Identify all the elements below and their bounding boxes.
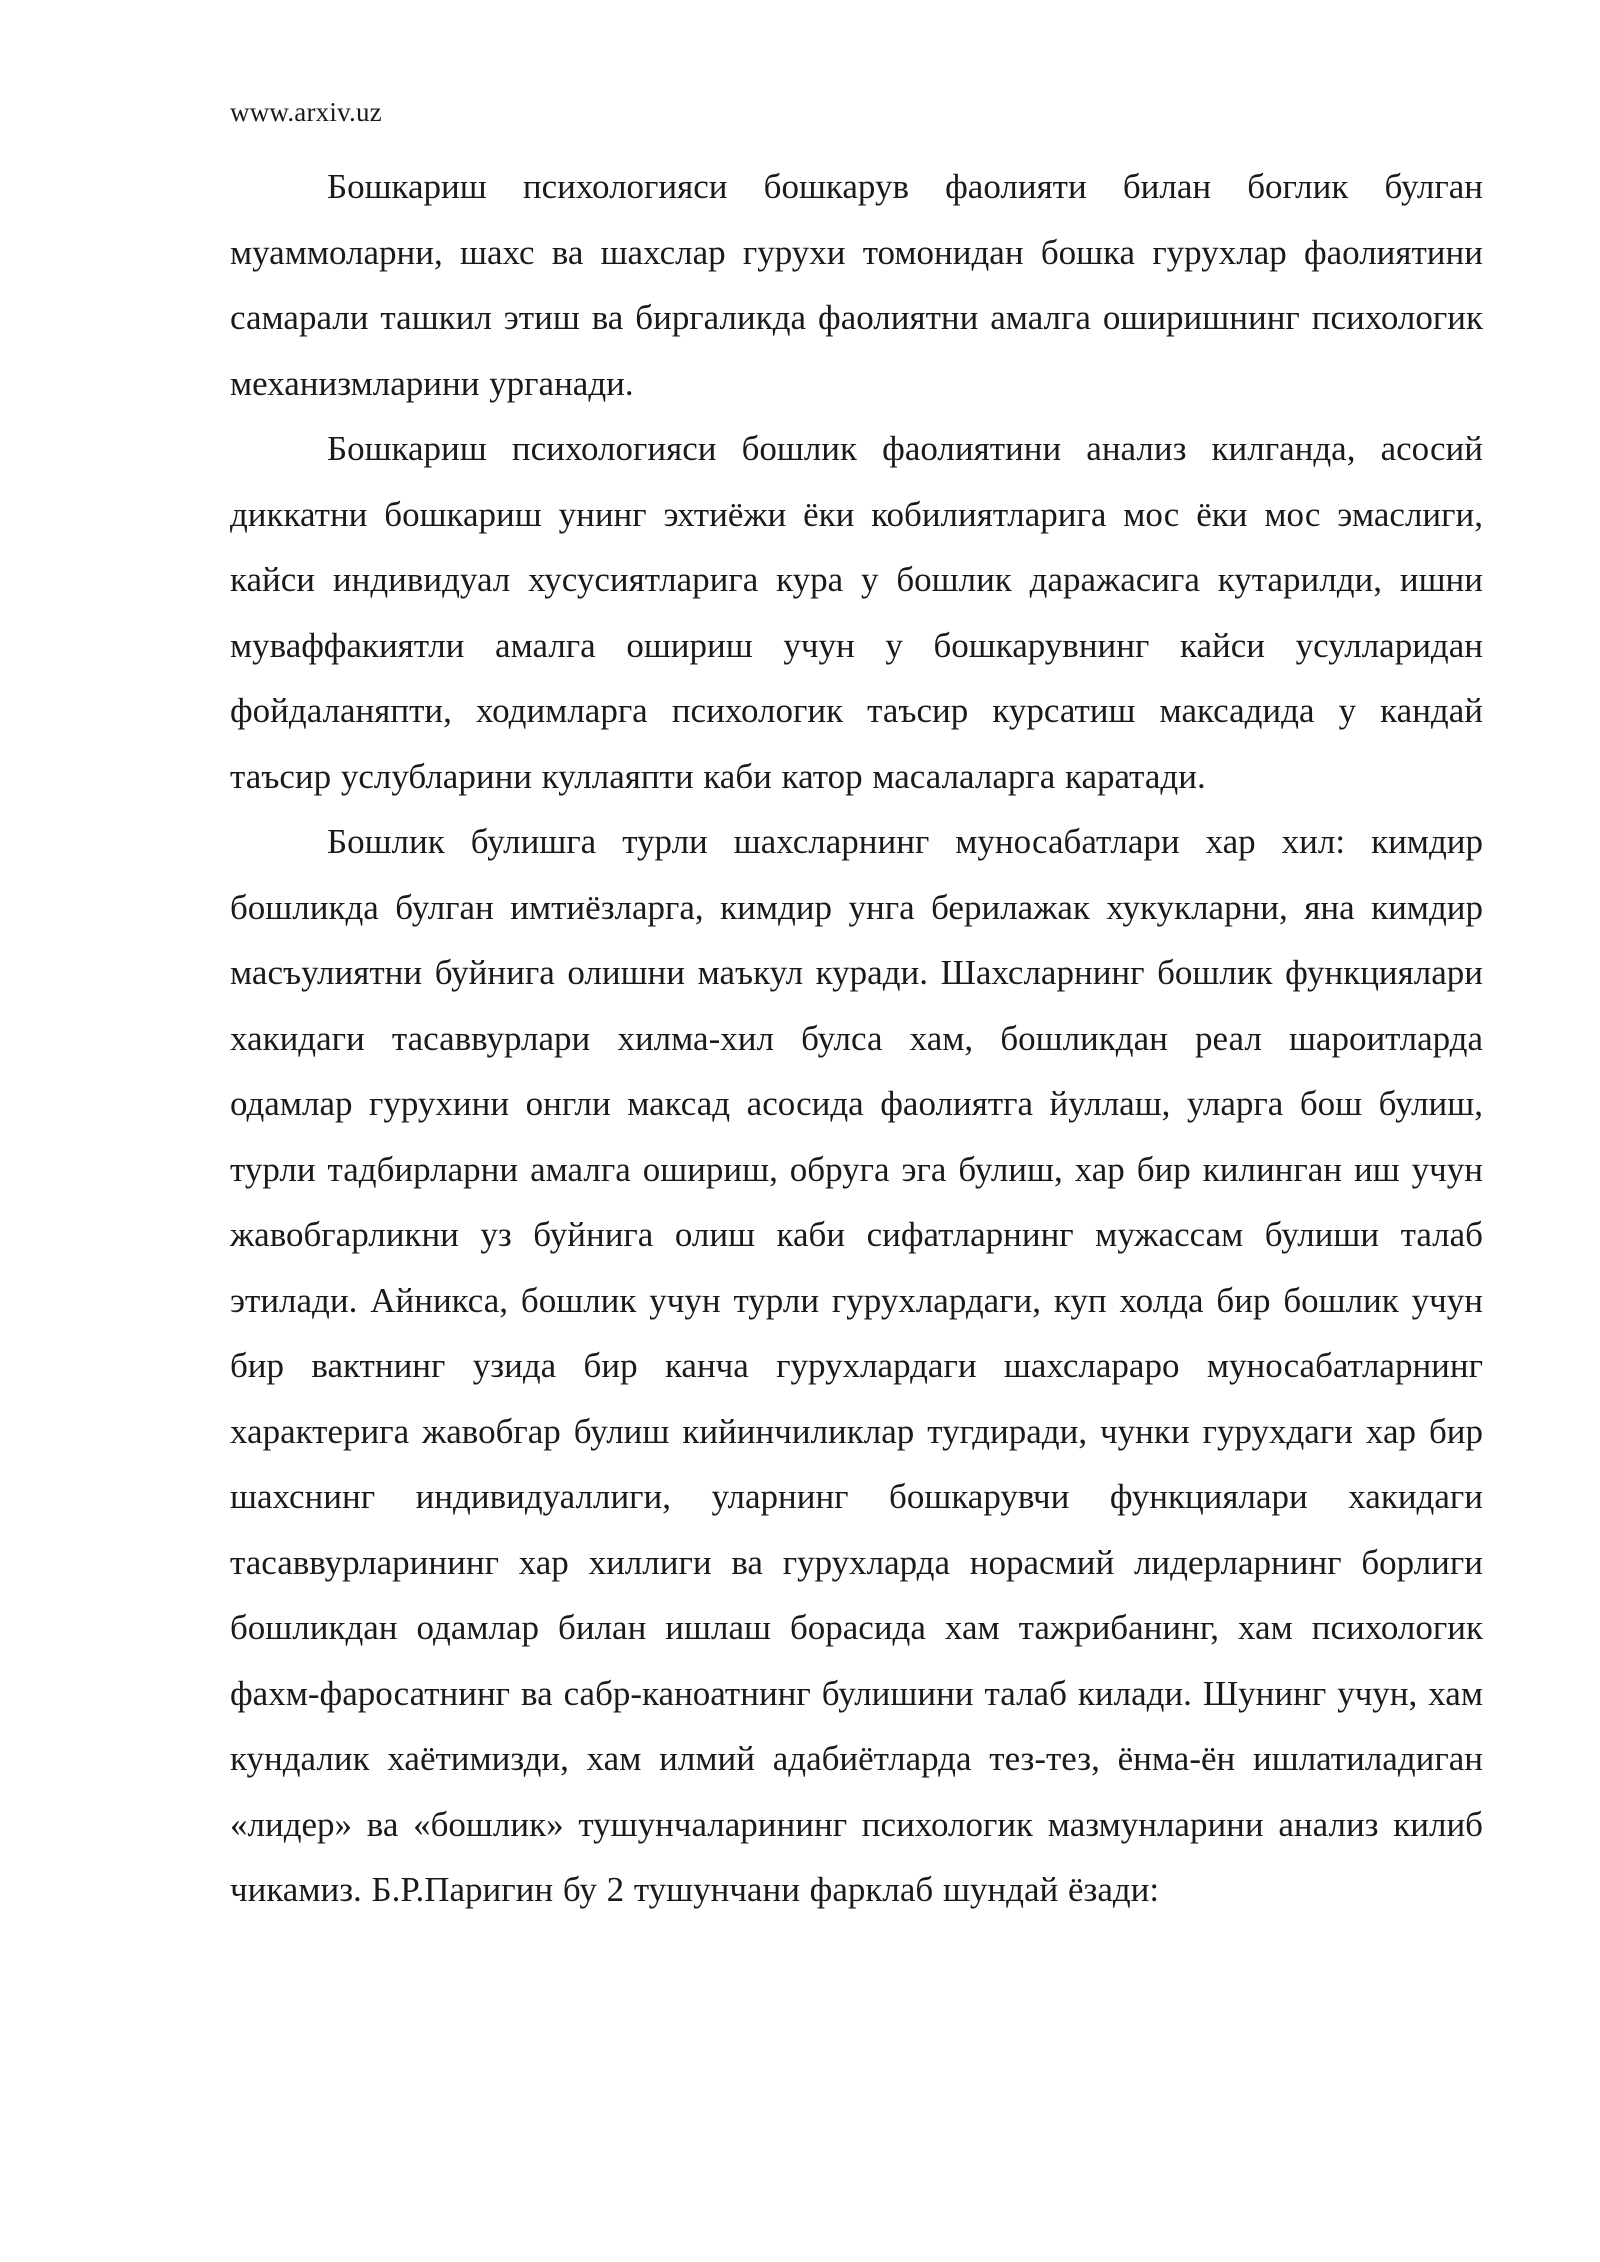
paragraph-3: Бошлик булишга турли шахсларнинг муносабатлари хар хил: кимдир бошликда булган имтиёзларга, кимдир унга берилажак хукукларни, яна кимдир масъулиятни буйнига олишни маъкул куради. Шахсларнинг бошлик функциялари хакидаги тасаввурлари хилма-хил булса хам, бошликдан реал шароитларда одамлар гурухини онгли максад асосида фаолиятга йуллаш, уларга бош булиш, турли тадбирларни амалга ошириш, обруга эга булиш, хар бир килинган иш учун жавобгарликни уз буйнига олиш каби сифатларнинг мужассам булиши талаб этилади. Айникса, бошлик учун турли гурухлардаги, куп холда бир бошлик учун бир вактнинг узида бир канча гурухлардаги шахслараро муносабатларнинг характерига жавобгар булиш кийинчиликлар тугдиради, чунки гурухдаги хар бир шахснинг индивидуаллиги, уларнинг бошкарувчи функциялари хакидаги тасаввурларининг хар хиллиги ва гурухларда норасмий лидерларнинг борлиги бошликдан одамлар билан ишлаш борасида хам тажрибанинг, хам психологик фахм-фаросатнинг ва сабр-каноатнинг булишини талаб килади. Шунинг учун, хам кундалик хаётимизди, хам илмий адабиётларда тез-тез, ёнма-ён ишлатиладиган «лидер» ва «бошлик» тушунчаларининг психологик мазмунларини анализ килиб чикамиз. Б.Р.Паригин бу 2 тушунчани фарклаб шундай ёзади: xyxy=(230,822,1483,1909)
paragraph-1: Бошкариш психологияси бошкарув фаолияти билан боглик булган муаммоларни, шахс ва шахслар гурухи томонидан бошка гурухлар фаолиятини самарали ташкил этиш ва биргаликда фаолиятни амалга оширишнинг психологик механизмларини урганади. xyxy=(230,167,1483,403)
document-body xyxy=(230,154,1483,1923)
paragraph-2: Бошкариш психологияси бошлик фаолиятини анализ килганда, асосий диккатни бошкариш унинг эхтиёжи ёки кобилиятларига мос ёки мос эмаслиги, кайси индивидуал хусусиятларига кура у бошлик даражасига кутарилди, ишни муваффакиятли амалга ошириш учун у бошкарувнинг кайси усулларидан фойдаланяпти, ходимларга психологик таъсир курсатиш максадида у кандай таъсир услубларини куллаяпти каби катор масалаларга каратади. xyxy=(230,429,1483,796)
site-url-header: www.arxiv.uz xyxy=(230,97,382,127)
